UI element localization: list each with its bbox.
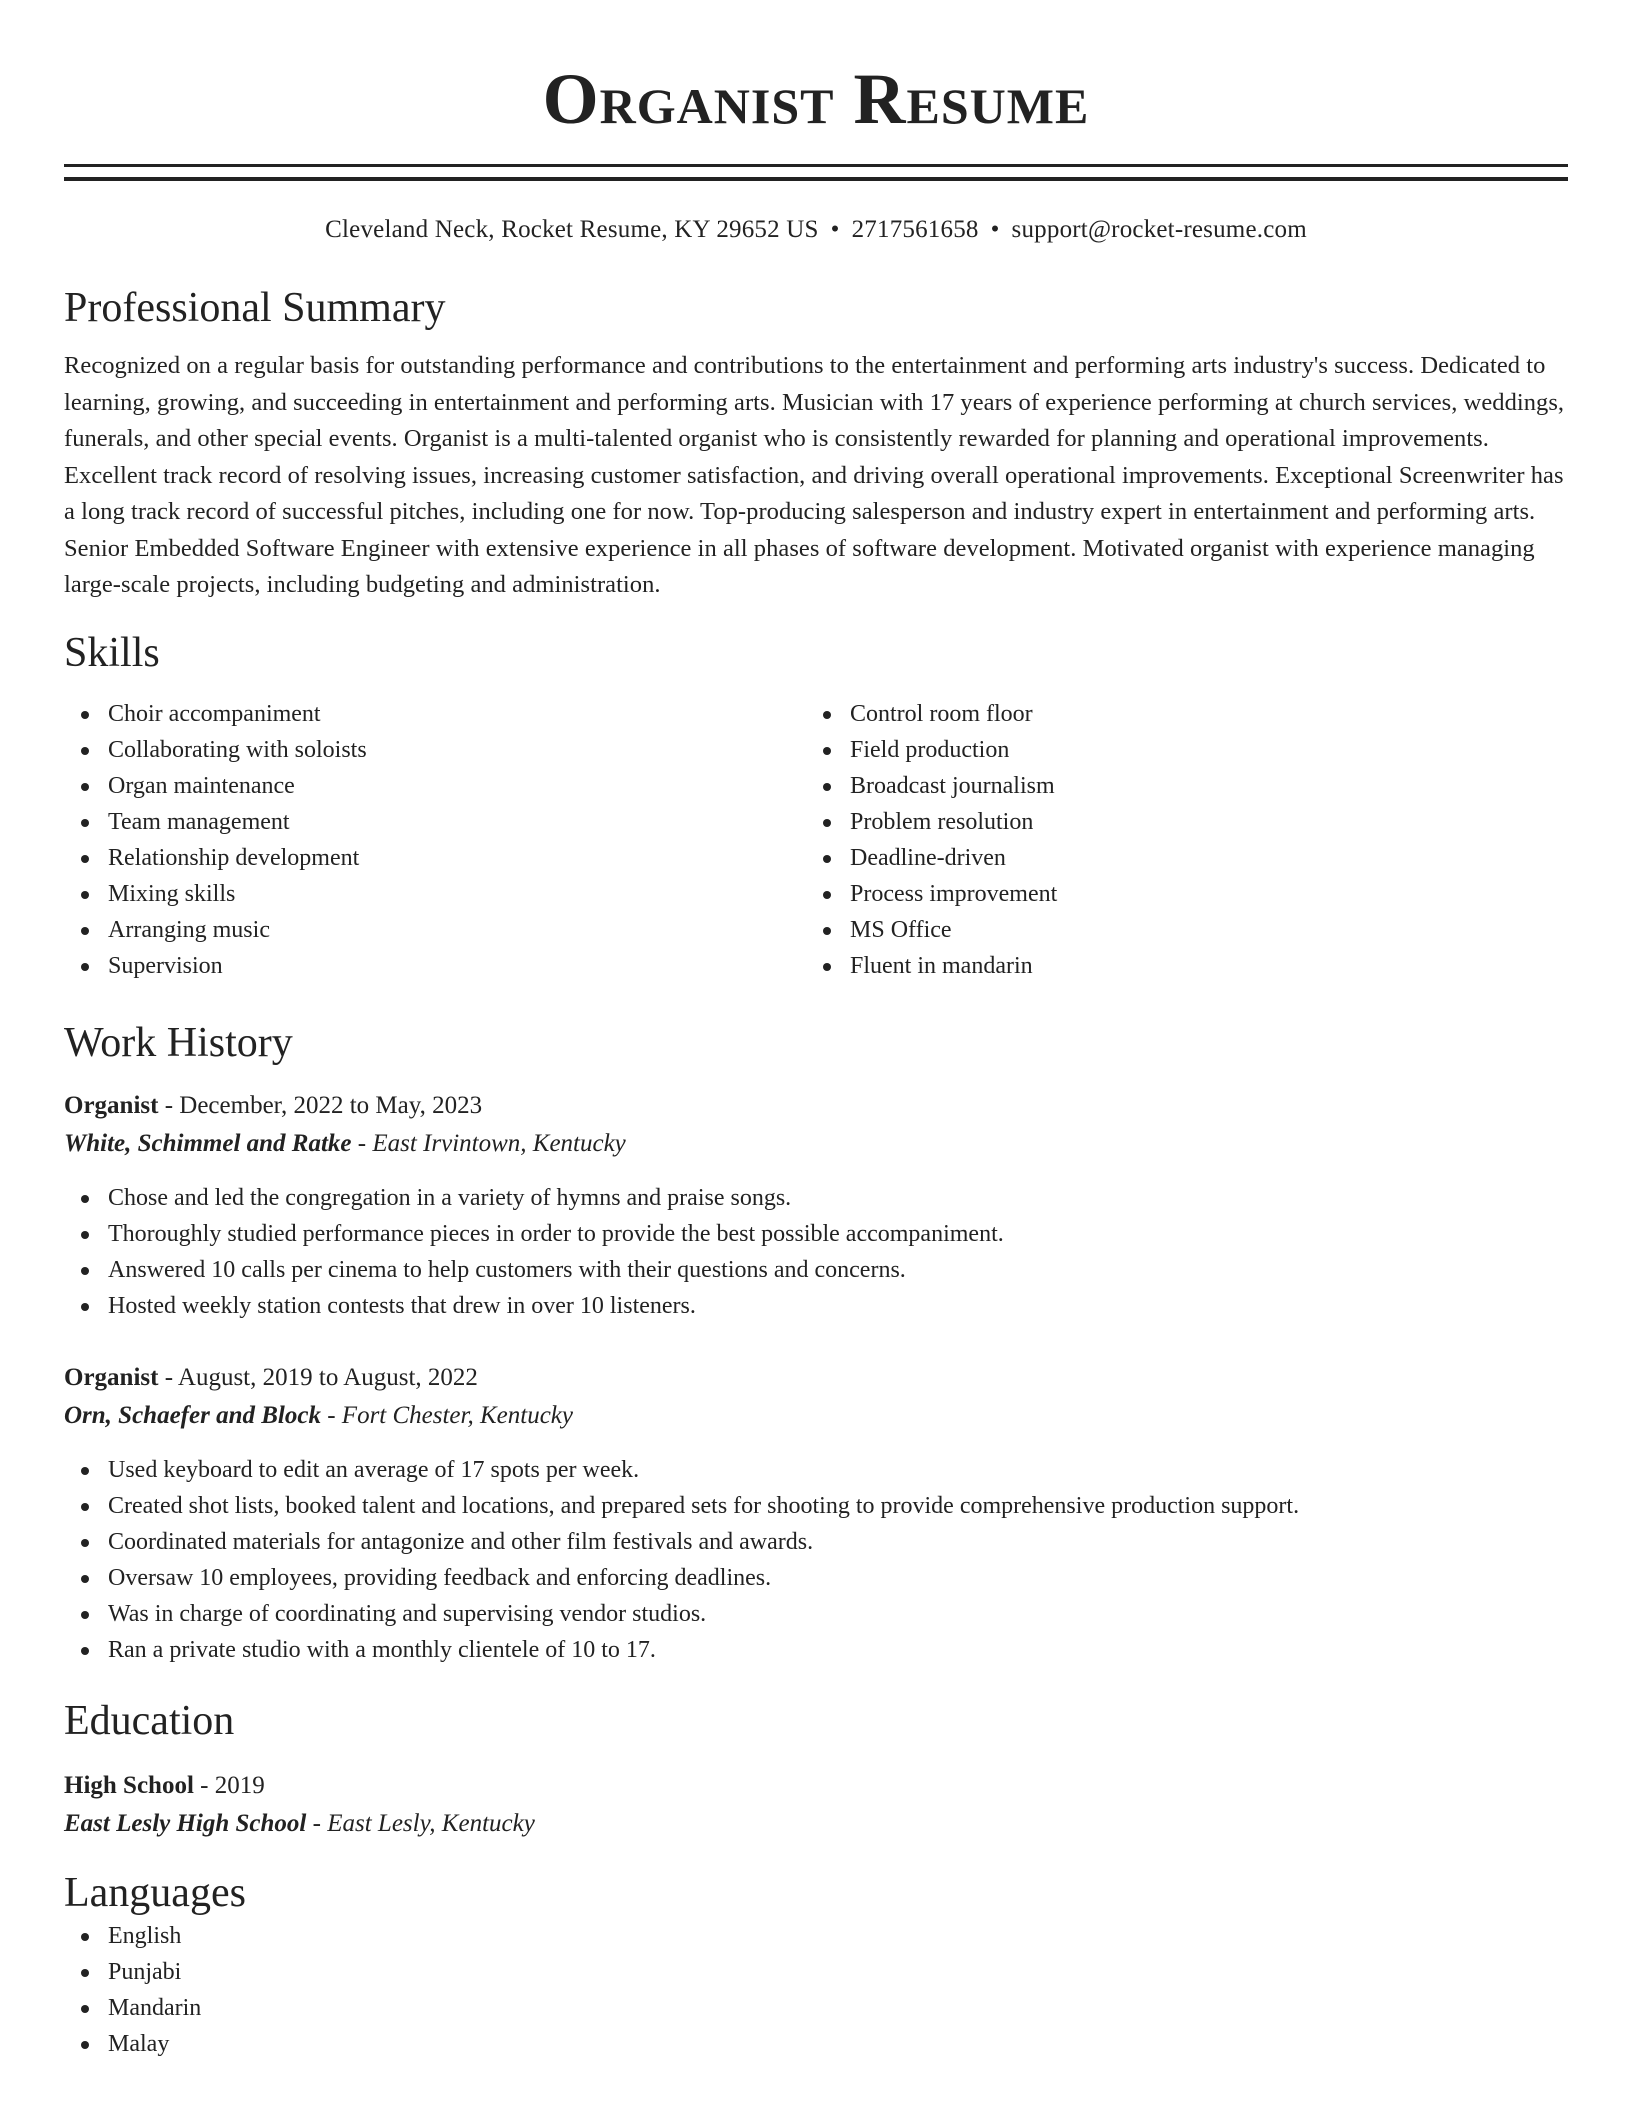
job-location: - Fort Chester, Kentucky [320, 1401, 573, 1429]
languages-list [64, 1918, 1568, 2062]
job-title: Organist [64, 1363, 159, 1391]
language-item: Malay [64, 2026, 1568, 2062]
skills-column-right [806, 696, 1548, 984]
job-dates: - August, 2019 to August, 2022 [158, 1363, 478, 1391]
contact-separator: • [830, 216, 840, 243]
skill-item: Supervision [64, 948, 806, 984]
job-entry [64, 1090, 1568, 1324]
skill-item: Broadcast journalism [806, 768, 1548, 804]
education-degree: High School [64, 1771, 194, 1799]
language-item: English [64, 1918, 1568, 1954]
skills-list [64, 696, 1568, 984]
job-duties [64, 1452, 1568, 1668]
skills-column-left [64, 696, 806, 984]
job-company: White, Schimmel and Ratke [64, 1129, 352, 1157]
job-title-line [64, 1362, 1568, 1394]
skill-item: Fluent in mandarin [806, 948, 1548, 984]
job-company: Orn, Schaefer and Block [64, 1401, 321, 1429]
education-location: - East Lesly, Kentucky [306, 1809, 535, 1837]
education-entry [64, 1770, 1568, 1840]
duty-item: Used keyboard to edit an average of 17 spots per week. [64, 1452, 1568, 1488]
job-company-line [64, 1400, 1568, 1432]
skill-item: Organ maintenance [64, 768, 806, 804]
work-history-heading: Work History [64, 1019, 293, 1066]
skill-item: Team management [64, 804, 806, 840]
education-year: - 2019 [193, 1771, 265, 1799]
education-heading: Education [64, 1697, 235, 1744]
duty-item: Created shot lists, booked talent and locations, and prepared sets for shooting to provide comprehensive production support. [64, 1488, 1568, 1524]
skill-item: Control room floor [806, 696, 1548, 732]
language-item: Punjabi [64, 1954, 1568, 1990]
duty-item: Hosted weekly station contests that drew in over 10 listeners. [64, 1288, 1568, 1324]
job-location: - East Irvintown, Kentucky [351, 1129, 626, 1157]
skills-heading: Skills [64, 629, 160, 676]
education-school-line [64, 1808, 1568, 1840]
duty-item: Answered 10 calls per cinema to help customers with their questions and concerns. [64, 1252, 1568, 1288]
resume-page [64, 0, 1568, 2062]
skill-item: Problem resolution [806, 804, 1548, 840]
education-school: East Lesly High School [64, 1809, 307, 1837]
duty-item: Thoroughly studied performance pieces in order to provide the best possible accompaniment. [64, 1216, 1568, 1252]
summary-heading: Professional Summary [64, 285, 446, 331]
job-title-line [64, 1090, 1568, 1122]
skill-item: Relationship development [64, 840, 806, 876]
duty-item: Coordinated materials for antagonize and other film festivals and awards. [64, 1524, 1568, 1560]
skill-item: Field production [806, 732, 1548, 768]
skill-item: Choir accompaniment [64, 696, 806, 732]
job-dates: - December, 2022 to May, 2023 [158, 1091, 483, 1119]
summary-text: Recognized on a regular basis for outstanding performance and contributions to the entertainment and performing arts industry's success. Dedicated to learning, growing, and succeeding in entertainment and performing arts. Musician with 17 years of experience performing at church services, weddings, funerals, and other special events. Organist is a multi-talented organist who is consistently rewarded for planning and operational improvements. Excellent track record of resolving issues, increasing customer satisfaction, and driving overall operational improvements. Exceptional Screenwriter has a long track record of successful pitches, including one for now. Top-producing salesperson and industry expert in entertainment and performing arts. Senior Embedded Software Engineer with extensive experience in all phases of software development. Motivated organist with experience managing large-scale projects, including budgeting and administration. [64, 352, 1565, 598]
skill-item: Deadline-driven [806, 840, 1548, 876]
skill-item: Process improvement [806, 876, 1548, 912]
contact-email: support@rocket-resume.com [1011, 216, 1307, 243]
skill-item: Mixing skills [64, 876, 806, 912]
contact-phone: 2717561658 [851, 216, 979, 243]
job-title: Organist [64, 1091, 159, 1119]
duty-item: Chose and led the congregation in a variety of hymns and praise songs. [64, 1180, 1568, 1216]
skill-item: Collaborating with soloists [64, 732, 806, 768]
duty-item: Was in charge of coordinating and supervising vendor studios. [64, 1596, 1568, 1632]
duty-item: Ran a private studio with a monthly clientele of 10 to 17. [64, 1632, 1568, 1668]
job-company-line [64, 1128, 1568, 1160]
contact-separator: • [990, 216, 1000, 243]
title-divider [64, 164, 1568, 181]
duty-item: Oversaw 10 employees, providing feedback and enforcing deadlines. [64, 1560, 1568, 1596]
job-duties [64, 1180, 1568, 1324]
language-item: Mandarin [64, 1990, 1568, 2026]
job-entry [64, 1362, 1568, 1668]
skill-item: MS Office [806, 912, 1548, 948]
languages-heading: Languages [64, 1869, 246, 1916]
education-degree-line [64, 1770, 1568, 1802]
skill-item: Arranging music [64, 912, 806, 948]
contact-address: Cleveland Neck, Rocket Resume, KY 29652 US [325, 216, 819, 243]
page-title: Organist Resume [542, 59, 1090, 139]
contact-line [64, 215, 1568, 245]
